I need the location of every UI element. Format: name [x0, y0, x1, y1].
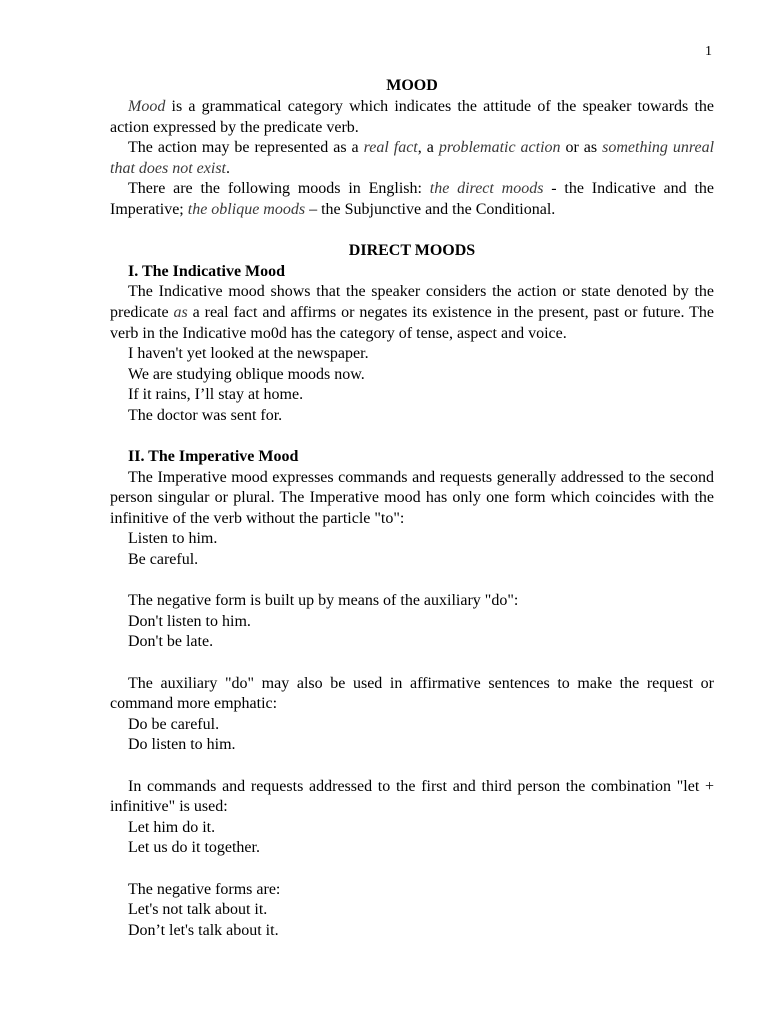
negative-form-intro: The negative form is built up by means of the auxiliary "do":: [128, 592, 519, 610]
spacer: [110, 221, 714, 242]
imperative-paragraph: The Imperative mood expresses commands and requests generally addressed to the second person singular or plural. The Imperative mood has only one form which coincides with the infinitive of the verb without the particle "to":: [110, 468, 714, 527]
intro-paragraph-2: The action may be represented as a real fact, a problematic action or as something unreal that does not exist.: [110, 139, 715, 177]
spacer: [110, 859, 714, 880]
spacer: [110, 571, 714, 592]
unreal-term: something unreal that does not exist: [110, 139, 715, 177]
page-number: 1: [705, 44, 712, 59]
as-term: as: [173, 303, 188, 321]
indicative-heading: I. The Indicative Mood: [128, 262, 286, 280]
negative-example: Don't listen to him.: [128, 612, 251, 630]
intro-paragraph-1: Mood is a grammatical category which indicates the attitude of the speaker towards the action expressed by the predicate verb.: [110, 98, 714, 136]
imperative-heading: II. The Imperative Mood: [128, 448, 299, 466]
let-example: Let us do it together.: [128, 839, 260, 857]
direct-moods-heading: DIRECT MOODS: [348, 242, 476, 260]
imperative-example: Listen to him.: [128, 530, 218, 548]
emphatic-example: Do be careful.: [128, 715, 220, 733]
indicative-example: We are studying oblique moods now.: [128, 365, 365, 383]
imperative-example: Be careful.: [128, 551, 199, 569]
oblique-moods-term: the oblique moods: [187, 200, 306, 218]
spacer: [110, 427, 714, 448]
intro-paragraph-3: There are the following moods in English: the direct moods - the Indicative and the Imperative; the oblique moods – the Subjunctive and the Conditional.: [110, 180, 714, 218]
indicative-example: The doctor was sent for.: [128, 406, 283, 424]
spacer: [110, 653, 714, 674]
problematic-action-term: problematic action: [438, 139, 561, 157]
mood-term: Mood: [128, 98, 166, 115]
negative-forms-intro: The negative forms are:: [128, 880, 281, 898]
emphatic-example: Do listen to him.: [128, 736, 236, 754]
indicative-example: I haven't yet looked at the newspaper.: [128, 345, 369, 363]
let-intro: In commands and requests addressed to the first and third person the combination "let + infinitive" is used:: [110, 777, 714, 816]
negative-forms-example: Don’t let's talk about it.: [128, 921, 279, 939]
indicative-paragraph: The Indicative mood shows that the speaker considers the action or state denoted by the predicate as a real fact and affirms or negates its existence in the present, past or future. The verb in the Indicative mo0d has the category of tense, aspect and voice.: [110, 283, 714, 342]
document-title: MOOD: [386, 77, 438, 94]
spacer: [110, 756, 714, 777]
indicative-example: If it rains, I’ll stay at home.: [128, 386, 304, 404]
negative-forms-example: Let's not talk about it.: [128, 901, 268, 919]
negative-example: Don't be late.: [128, 633, 214, 651]
document-page: [110, 0, 714, 941]
emphatic-intro: The auxiliary "do" may also be used in affirmative sentences to make the request or command more emphatic:: [110, 674, 714, 713]
real-fact-term: real fact: [363, 139, 418, 157]
let-example: Let him do it.: [128, 818, 216, 836]
direct-moods-term: the direct moods: [429, 180, 544, 198]
